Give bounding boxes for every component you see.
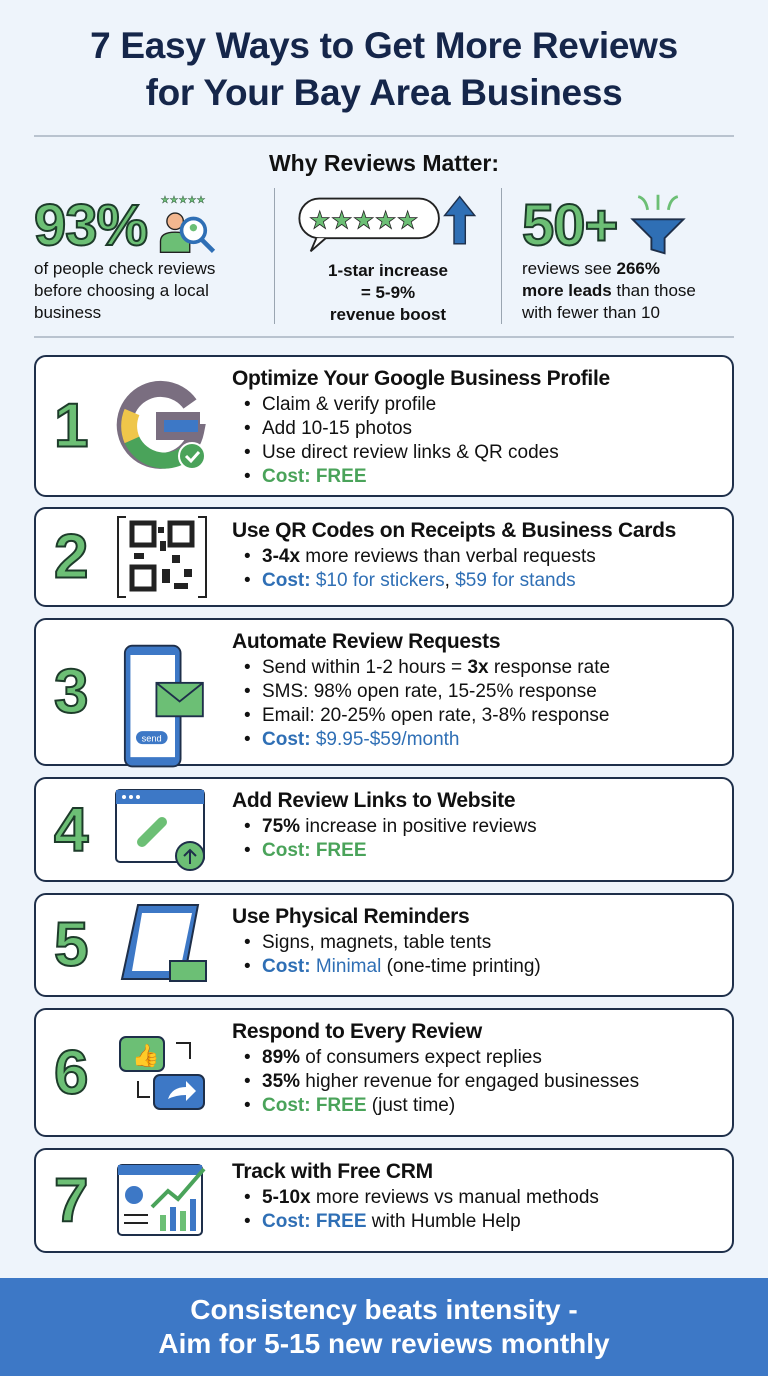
stat-item (502, 188, 734, 324)
bullet-item (232, 728, 724, 752)
card-body (232, 903, 724, 979)
text-segment: Cost: FREE (262, 1095, 367, 1116)
svg-text:★★★★★: ★★★★★ (308, 207, 419, 235)
bullet-item (232, 1186, 724, 1210)
text-segment: Cost: FREE (262, 840, 367, 861)
stat-line (34, 302, 274, 324)
text-segment: $59 for stands (455, 570, 576, 591)
text-segment: Use direct review links & QR codes (262, 442, 559, 463)
text-segment: 3x (467, 657, 489, 678)
text-segment: increase in positive reviews (300, 816, 537, 837)
phone-email-send-icon (112, 642, 212, 742)
card-body (232, 365, 724, 489)
text-segment: Send within 1-2 hours = (262, 657, 468, 678)
bullet-item (232, 680, 724, 704)
step-number: 4 (54, 795, 89, 864)
bullet-item (232, 931, 724, 955)
way-card-1 (34, 355, 734, 497)
way-card-7 (34, 1148, 734, 1253)
text-segment: 89% (262, 1047, 301, 1068)
bullet-item (232, 656, 724, 680)
stat-line (522, 280, 734, 302)
bullet-item (232, 393, 724, 417)
card-heading: Respond to Every Review (232, 1020, 482, 1043)
stat-value: 93% (34, 193, 148, 258)
text-segment: more leads (522, 281, 612, 300)
stats-row (34, 188, 734, 324)
card-body (232, 628, 724, 752)
stat-text (275, 260, 501, 326)
title-line: for Your Bay Area Business (145, 72, 623, 113)
divider (34, 336, 734, 338)
step-number: 3 (54, 657, 89, 727)
step-number: 1 (54, 391, 89, 461)
card-heading: Use Physical Reminders (232, 905, 470, 928)
text-segment: $10 for stickers (310, 570, 445, 591)
stat-line (275, 304, 501, 326)
card-body (232, 787, 724, 863)
text-segment: $9.95-$59/month (310, 729, 460, 750)
text-segment: Cost: (262, 729, 311, 750)
title-line: 7 Easy Ways to Get More Reviews (90, 25, 678, 66)
why-reviews-heading: Why Reviews Matter: (268, 150, 500, 176)
bullet-item (232, 441, 724, 465)
text-segment: reviews see (522, 259, 617, 278)
text-segment: higher revenue for engaged businesses (300, 1071, 640, 1092)
stat-top (522, 188, 734, 264)
card-heading: Use QR Codes on Receipts & Business Cards (232, 519, 676, 542)
footer-banner (0, 1278, 768, 1376)
website-link-icon (112, 780, 212, 880)
card-heading: Optimize Your Google Business Profile (232, 367, 610, 390)
funnel-icon (625, 191, 691, 262)
way-card-5 (34, 893, 734, 997)
stat-text (522, 258, 734, 324)
text-segment: SMS: 98% open rate, 15-25% response (262, 681, 597, 702)
text-segment: Add 10-15 photos (262, 418, 413, 439)
text-segment: with Humble Help (366, 1211, 521, 1232)
way-card-3 (34, 618, 734, 766)
stat-top (275, 188, 501, 264)
person-search-icon (155, 192, 219, 261)
text-segment: , (444, 570, 456, 591)
text-segment: 5-10x (262, 1187, 311, 1208)
way-card-4 (34, 777, 734, 882)
card-body (232, 1158, 724, 1234)
divider (34, 135, 734, 137)
text-segment: (just time) (366, 1095, 456, 1116)
text-segment: 266% (616, 259, 660, 278)
stat-item (274, 188, 502, 324)
bullet-item (232, 1070, 724, 1094)
bullet-item (232, 465, 724, 489)
stat-line (522, 302, 734, 324)
stat-line (522, 258, 734, 280)
text-segment: Cost: FREE (262, 466, 367, 487)
stat-item (34, 188, 274, 324)
text-segment: with fewer than 10 (522, 303, 660, 322)
footer-line: Consistency beats intensity - (190, 1294, 578, 1325)
stat-value: 50+ (522, 193, 618, 258)
crm-dashboard-icon (112, 1151, 212, 1251)
way-card-2 (34, 507, 734, 607)
text-segment: business (34, 303, 102, 322)
google-g-check-icon (112, 376, 212, 476)
text-segment: Signs, magnets, table tents (262, 932, 492, 953)
text-segment: of people check reviews (34, 259, 216, 278)
card-heading: Automate Review Requests (232, 630, 501, 653)
text-segment: of consumers expect replies (300, 1047, 542, 1068)
table-tent-icon (112, 895, 212, 995)
stat-line (34, 280, 274, 302)
reply-thumbs-up-icon (112, 1023, 212, 1123)
text-segment: before choosing a local (34, 281, 209, 300)
card-body (232, 517, 724, 593)
text-segment: Cost: (262, 956, 311, 977)
text-segment: (one-time printing) (381, 956, 541, 977)
text-segment: Claim & verify profile (262, 394, 437, 415)
text-segment: = 5-9% (360, 283, 416, 302)
stat-line (275, 260, 501, 282)
bullet-item (232, 569, 724, 593)
text-segment: Cost: FREE (262, 1211, 367, 1232)
bullet-item (232, 955, 724, 979)
step-number: 2 (54, 522, 89, 592)
text-segment: more reviews than verbal requests (300, 546, 596, 567)
text-segment: 35% (262, 1071, 301, 1092)
text-segment: response rate (488, 657, 611, 678)
five-star-rating-up-icon (293, 191, 483, 262)
svg-text:👍: 👍 (132, 1042, 160, 1068)
text-segment: 75% (262, 816, 301, 837)
stat-top (34, 188, 274, 264)
text-segment: Cost: (262, 570, 311, 591)
bullet-item (232, 839, 724, 863)
bullet-item (232, 704, 724, 728)
way-card-6 (34, 1008, 734, 1137)
card-heading: Add Review Links to Website (232, 789, 516, 812)
card-body (232, 1018, 724, 1118)
bullet-item (232, 417, 724, 441)
stat-line (34, 258, 274, 280)
bullet-item (232, 545, 724, 569)
qr-code-icon (112, 507, 212, 607)
card-heading: Track with Free CRM (232, 1160, 433, 1183)
text-segment: Minimal (310, 956, 382, 977)
text-segment: 3-4x (262, 546, 301, 567)
svg-text:send: send (141, 733, 162, 744)
step-number: 7 (54, 1166, 89, 1235)
bullet-item (232, 815, 724, 839)
page-title (0, 22, 768, 116)
stat-text (34, 258, 274, 324)
step-number: 5 (54, 910, 89, 980)
stat-line (275, 282, 501, 304)
svg-text:★★★★★: ★★★★★ (160, 194, 206, 206)
bullet-item (232, 1094, 724, 1118)
text-segment: revenue boost (329, 305, 447, 324)
text-segment: more reviews vs manual methods (310, 1187, 599, 1208)
text-segment: than those (611, 281, 696, 300)
bullet-item (232, 1046, 724, 1070)
text-segment: Email: 20-25% open rate, 3-8% response (262, 705, 610, 726)
step-number: 6 (54, 1038, 89, 1107)
bullet-item (232, 1210, 724, 1234)
footer-line: Aim for 5-15 new reviews monthly (158, 1328, 610, 1359)
text-segment: 1-star increase (327, 261, 449, 280)
